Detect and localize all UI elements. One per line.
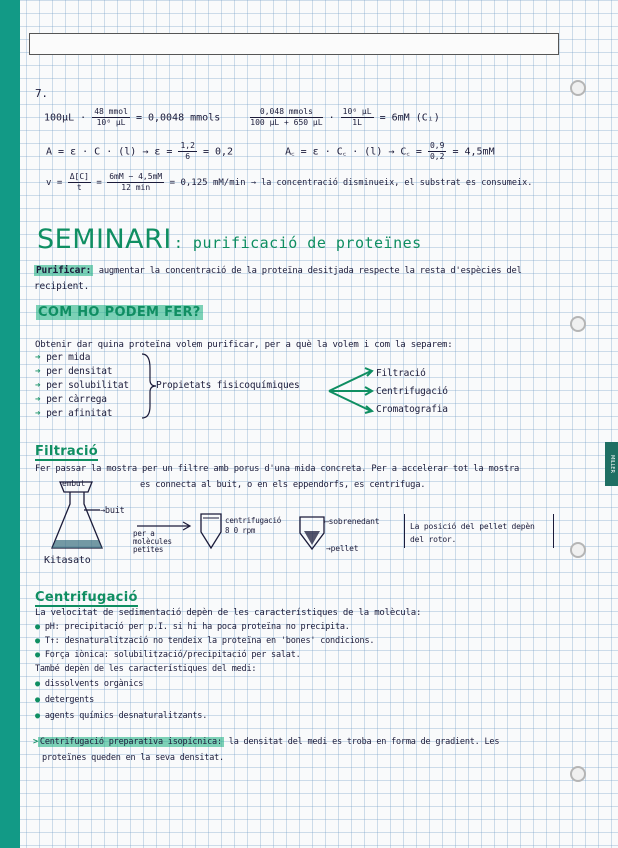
ring-hole (570, 766, 586, 782)
sobrenedant-label: ⟵sobrenedant (324, 517, 380, 526)
filtracio-line-1: Fer passar la mostra per un filtre amb porus d'una mida concreta. Per a accelerar tot la mostra (35, 464, 520, 474)
prep-line-2: proteïnes queden en la seva densitat. (42, 753, 224, 763)
molecules-label: per a molècules petites (133, 529, 172, 554)
centrif-item: ● pH: precipitació per p.I. si hi ha poca proteïna no precipita. (35, 622, 350, 632)
pellet-note: La posició del pellet depèn del rotor. (410, 522, 535, 544)
centrif-item: ● detergents (35, 695, 95, 705)
property-item: ➔ per densitat (35, 366, 113, 377)
calc-row-3: v = $\frac{\Delta[C]}{t}$ = $\frac{6mM - 4,5mM}{12 \min}$ = 0,125 mM/min → la concentració disminueix, el substrat es consumeix. (46, 172, 533, 192)
calc-result: = 0,0048 mmols (135, 112, 221, 124)
centrif-item: ● agents químics desnaturalitzants. (35, 711, 208, 721)
property-item: ➔ per solubilitat (35, 380, 129, 391)
centrif-item: ● Força iònica: solubilització/precipitació per salat. (35, 650, 301, 660)
notebook-spine (0, 0, 20, 848)
ring-hole (570, 316, 586, 332)
calc-row-2: A = ε · C · (l) → ε = $\frac{1,2}{6}$ = 0,2 A꜀ = ε · C꜀ · (l) → C꜀ = $\frac{0,9}{0,2}$ = 4,5mM (46, 141, 495, 161)
fraction: $\frac{\text{48 mmol}}{\text{10⁶ µL}}$ (94, 107, 128, 127)
method-item: Filtració (376, 368, 426, 379)
arrow-icon (135, 520, 195, 532)
embut-label: embut (62, 479, 86, 488)
filtracio-line-2: es connecta al buit, o en els eppendorfs, es centrifuga. (140, 480, 426, 490)
pellet-label: →pellet (326, 544, 359, 553)
ring-hole (570, 542, 586, 558)
eppendorf-tube-icon (197, 510, 227, 552)
page-title: SEMINARI : purificació de proteïnes (37, 224, 422, 255)
properties-group-label: Propietats fisicoquímiques (156, 380, 300, 391)
property-item: ➔ per càrrega (35, 394, 107, 405)
prep-line-1: > Centrifugació preparativa isopícnica: la densitat del medi es troba en forma de gradient. Les (33, 737, 500, 747)
method-item: Cromatografia (376, 404, 448, 415)
purificar-line-1: Purificar: augmentar la concentració de la proteïna desitjada respecte la resta d'espècies del (36, 265, 522, 276)
centrif-item: ● dissolvents orgànics (35, 679, 144, 689)
calc-result: = 6mM (Cᵢ) (379, 112, 440, 124)
centrif-item: ● T↑: desnaturalització no tendeix la proteïna en 'bones' condicions. (35, 636, 375, 646)
fraction: $\frac{\text{0,048 mmols}}{\text{100 µL + 650 µL}}$ (250, 107, 323, 127)
property-item: ➔ per afinitat (35, 408, 113, 419)
brace-icon (138, 352, 158, 420)
centrif-line-1: La velocitat de sedimentació depèn de les característiques de la molècula: (35, 608, 422, 618)
section-heading: Centrifugació (35, 590, 138, 605)
centrif-line-2: També depèn de les característiques del medi: (35, 664, 257, 674)
section-heading: Filtració (35, 444, 98, 459)
section-heading: COM HO PODEM FER? (38, 305, 201, 320)
method-item: Centrifugació (376, 386, 448, 397)
calc-text: 100µL · (44, 112, 87, 124)
header-box (29, 33, 559, 55)
exercise-number: 7. (35, 87, 48, 100)
page-tab: MILLER (605, 442, 618, 486)
calc-row-1: 100µL · $\frac{\text{48 mmol}}{\text{10⁶ µL}}$ = 0,0048 mmols $\frac{\text{0,048 mmols}}{\text{100 µL + 650 µL}}$ · $\frac{\text{10⁶ µL}}{1L}$ = 6mM (Cᵢ) (44, 107, 440, 127)
kitasato-label: Kitasato (44, 555, 91, 566)
buit-label: →buit (100, 506, 125, 516)
branch-arrows-icon (325, 365, 375, 417)
fraction: $\frac{\text{10⁶ µL}}{1L}$ (342, 107, 372, 127)
com-ho-intro: Obtenir dar quina proteïna volem purificar, per a què la volem i com la separem: (35, 340, 453, 350)
centrifugation-label: centrifugació 8 0 rpm (225, 516, 282, 535)
purificar-line-2: recipient. (34, 281, 90, 292)
ring-hole (570, 80, 586, 96)
property-item: ➔ per mida (35, 352, 91, 363)
